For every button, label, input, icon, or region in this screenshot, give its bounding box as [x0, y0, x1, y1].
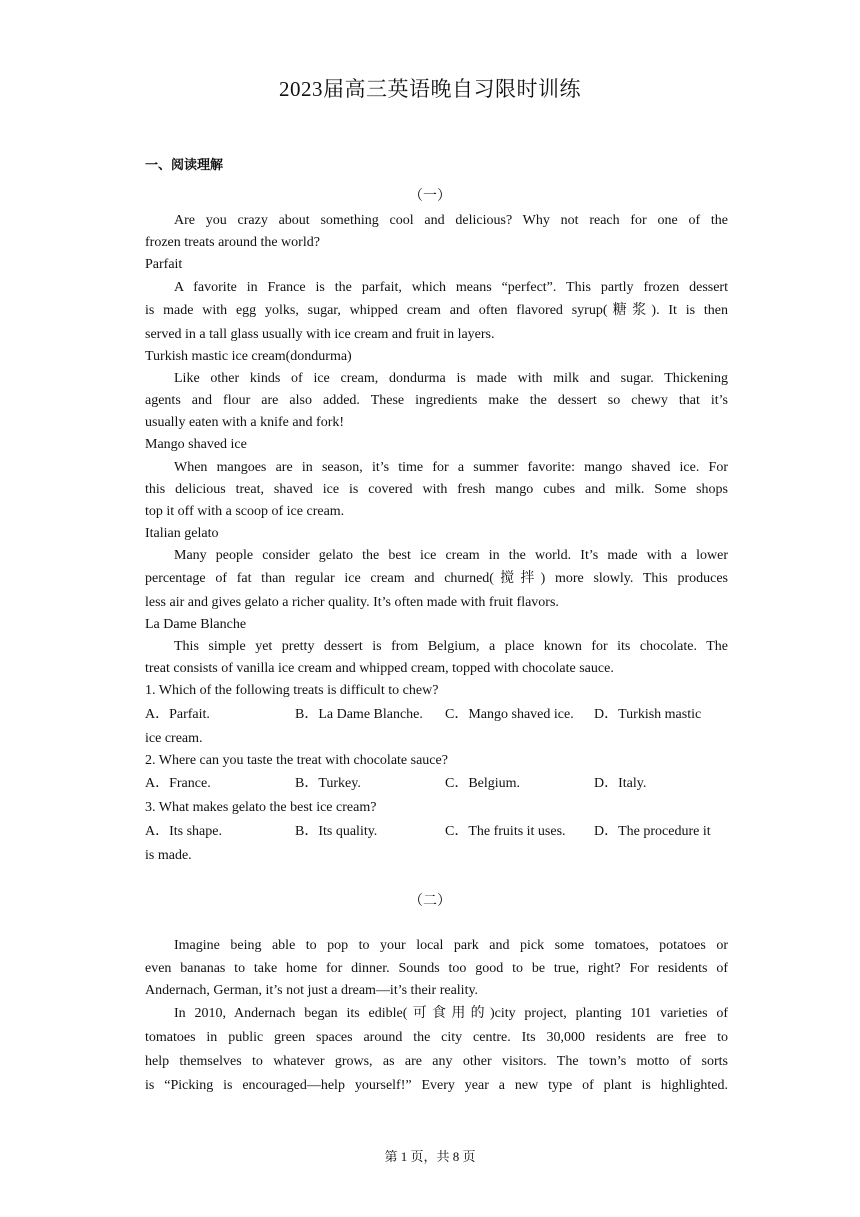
subheading-gelato: Italian gelato: [145, 526, 219, 541]
option-b: B．Turkey.: [295, 776, 361, 791]
subheading-parfait: Parfait: [145, 257, 183, 272]
option-c: C．Mango shaved ice.: [445, 707, 574, 722]
subheading-dame-blanche: La Dame Blanche: [145, 617, 247, 632]
passage-line: served in a tall glass usually with ice cream and fruit in layers.: [145, 327, 495, 342]
passage-line: less air and gives gelato a richer quality. It’s often made with fruit flavors.: [145, 595, 559, 610]
subheading-dondurma: Turkish mastic ice cream(dondurma): [145, 349, 352, 364]
option-a: A．France.: [145, 776, 211, 791]
option-c: C．The fruits it uses.: [445, 824, 566, 839]
option-d: D．Italy.: [594, 776, 647, 791]
question-options: [145, 704, 735, 726]
passage-line: tomatoes in public green spaces around the city centre. Its 30,000 residents are free to: [145, 1030, 728, 1045]
subheading-mango: Mango shaved ice: [145, 437, 247, 452]
passage-number-2: （二）: [409, 894, 451, 909]
passage-line: This simple yet pretty dessert is from Belgium, a place known for its chocolate. The: [174, 639, 728, 654]
option-d: D．Turkish mastic: [594, 707, 702, 722]
passage-line: agents and flour are also added. These ingredients make the dessert so chewy that it’s: [145, 393, 728, 408]
question-stem: 2. Where can you taste the treat with chocolate sauce?: [145, 753, 448, 768]
option-c: C．Belgium.: [445, 776, 521, 791]
passage-line: A favorite in France is the parfait, which means “perfect”. This partly frozen dessert: [174, 280, 728, 295]
passage-line: Many people consider gelato the best ice cream in the world. It’s made with a lower: [174, 548, 728, 563]
question-stem: 3. What makes gelato the best ice cream?: [145, 800, 377, 815]
passage-line: frozen treats around the world?: [145, 235, 320, 250]
question-options: [145, 821, 735, 843]
page-title: 2023届高三英语晚自习限时训练: [279, 77, 581, 101]
question-options: [145, 773, 735, 795]
passage-line: this delicious treat, shaved ice is covered with fresh mango cubes and milk. Some shops: [145, 482, 728, 497]
passage-line: is made with egg yolks, sugar, whipped cream and often flavored syrup(糖浆). It is then: [145, 303, 728, 318]
passage-line: Are you crazy about something cool and delicious? Why not reach for one of the: [174, 213, 728, 228]
passage-line: usually eaten with a knife and fork!: [145, 415, 345, 430]
passage-line: Imagine being able to pop to your local park and pick some tomatoes, potatoes or: [174, 938, 728, 953]
passage-line: percentage of fat than regular ice cream and churned(搅拌) more slowly. This produces: [145, 571, 728, 586]
passage-line: Andernach, German, it’s not just a dream—it’s their reality.: [145, 983, 479, 998]
question-stem: 1. Which of the following treats is difficult to chew?: [145, 683, 439, 698]
option-b: B．La Dame Blanche.: [295, 707, 423, 722]
section-heading: 一、阅读理解: [145, 158, 224, 173]
option-a: A．Parfait.: [145, 707, 210, 722]
option-continuation: ice cream.: [145, 731, 203, 746]
page-footer: 第 1 页，共 8 页: [384, 1149, 476, 1164]
passage-line: When mangoes are in season, it’s time for a summer favorite: mango shaved ice. For: [174, 460, 728, 475]
option-continuation: is made.: [145, 848, 192, 863]
option-b: B．Its quality.: [295, 824, 378, 839]
option-d: D．The procedure it: [594, 824, 711, 839]
passage-line: In 2010, Andernach began its edible(可食用的)city project, planting 101 varieties of: [174, 1006, 728, 1021]
passage-line: is “Picking is encouraged—help yourself!” Every year a new type of plant is highlighted.: [145, 1078, 728, 1093]
passage-line: even bananas to take home for dinner. Sounds too good to be true, right? For residents of: [145, 961, 728, 976]
passage-line: top it off with a scoop of ice cream.: [145, 504, 345, 519]
passage-line: help themselves to whatever grows, as are any other visitors. The town’s motto of sorts: [145, 1054, 728, 1069]
passage-line: treat consists of vanilla ice cream and whipped cream, topped with chocolate sauce.: [145, 661, 614, 676]
passage-number-1: （一）: [409, 189, 451, 204]
option-a: A．Its shape.: [145, 824, 222, 839]
passage-line: Like other kinds of ice cream, dondurma is made with milk and sugar. Thickening: [174, 371, 728, 386]
